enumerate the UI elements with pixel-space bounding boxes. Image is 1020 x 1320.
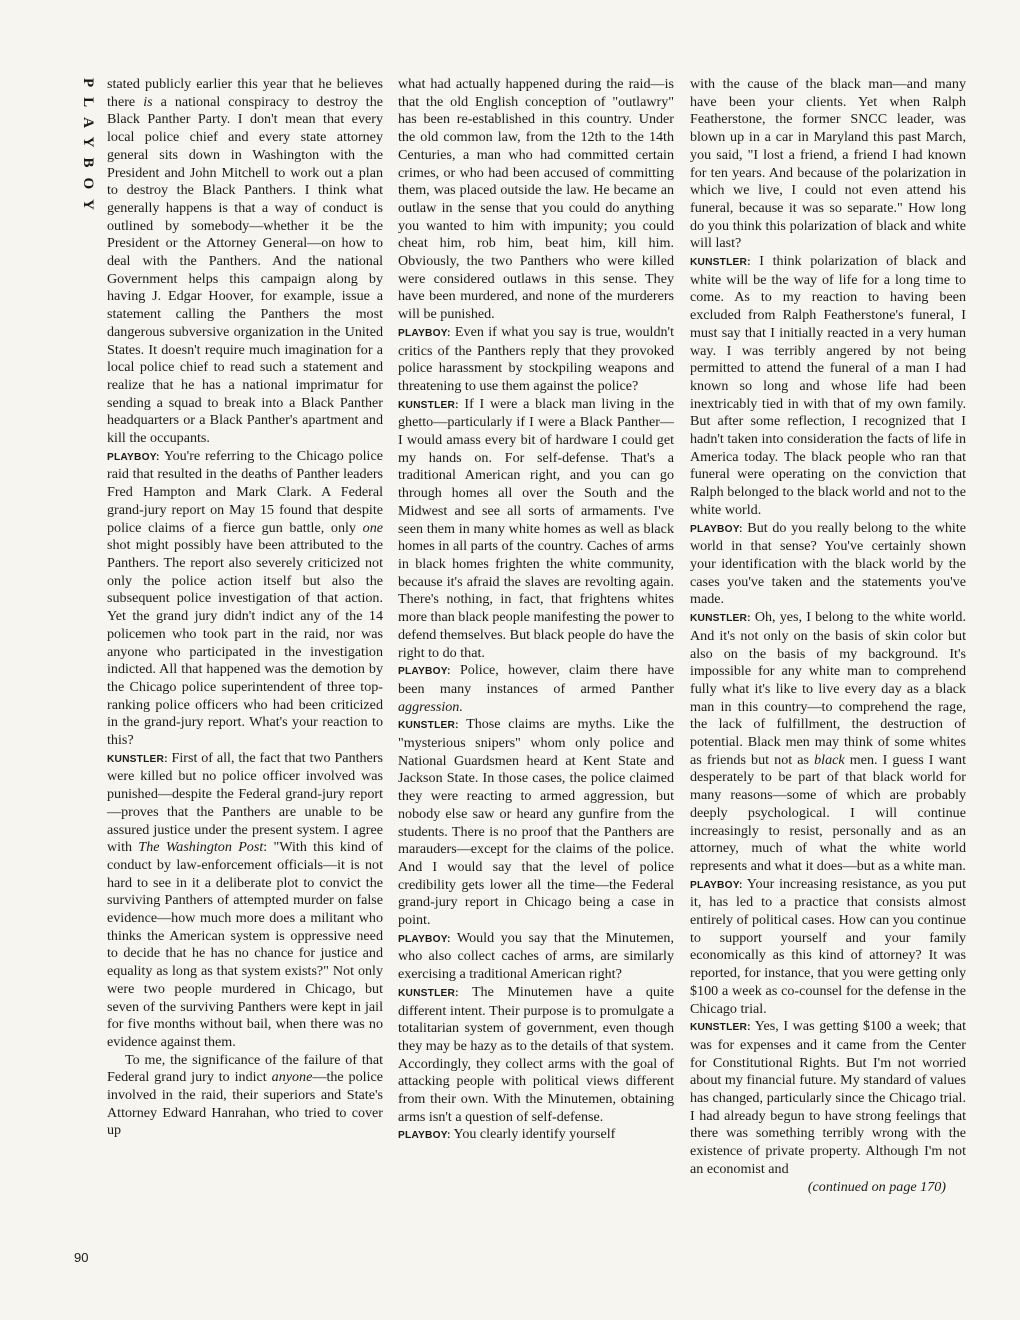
text-run: To me, the significance of the failure of that Federal grand jury to indict — [107, 1051, 383, 1086]
text-run: what had actually happened during the raid—is that the old English conception of "outlawry" has been re-established in this country. Under the old common law, from the 12th to the 14th Centuries, a man who had committed certain crimes, or who had been accused of committing them, was placed outside the law. He became an outlaw in the sense that you could do anything you wanted to him with impunity; you could cheat him, rob him, beat him, kill him. Obviously, the two Panthers who were killed were considered outlaws in this sense. They have been murdered, and none of the murderers will be punished. — [398, 76, 674, 323]
speaker-label: PLAYBOY: — [398, 327, 451, 339]
continued-note — [690, 1179, 966, 1197]
paragraph — [690, 253, 966, 520]
paragraph — [107, 76, 383, 448]
speaker-label: KUNSTLER: — [690, 257, 751, 269]
paragraph — [690, 76, 966, 253]
text-run: : "With this kind of conduct by law-enforcement officials—it is not hard to see in it a deliberate plot to convict the surviving Panthers of attempted murder on false evidence—how much more does a militant who thinks the American system is oppressive need to decide that he has no chance for justice and equality as long as that system exists?" Not only were two people murdered in Chicago, but seven of the surviving Panthers were kept in jail for five months without bail, when there was no evidence against them. — [107, 839, 383, 1050]
paragraph — [398, 324, 674, 396]
paragraph — [690, 1018, 966, 1178]
masthead-text: PLAYBOY — [80, 78, 96, 220]
article-column-1 — [107, 76, 383, 1140]
text-run: stated publicly earlier this year that he believes there — [107, 76, 383, 110]
paragraph — [107, 750, 383, 1052]
text-run: Would you say that the Minutemen, who also collect caches of arms, are similarly exercising a traditional American right? — [398, 929, 674, 983]
speaker-label: PLAYBOY: — [690, 879, 743, 891]
text-run: I think polarization of black and white will be the way of life for a long time to come. As to my reaction to having been excluded from Ralph Featherstone's funeral, I must say that I initially reacted in a very human way. I was terribly angered by not being permitted to attend the funeral of a man I had known so long and whose life had been inextricably tied in with that of my own family. But after some reflection, I recognized that I hadn't taken into consideration the facts of life in America today. The black people who ran that funeral were operating on the conviction that Ralph belonged to the black world and not to the white world. — [690, 253, 966, 518]
italic-text: one — [362, 519, 383, 536]
paragraph — [398, 396, 674, 663]
speaker-label: KUNSTLER: — [398, 399, 459, 411]
italic-text: is — [143, 93, 153, 110]
text-run: First of all, the fact that two Panthers were killed but no police officer involved was punished—despite the Federal grand-jury report—proves that the Panthers are unable to be assured justice under the present system. I agree with — [107, 749, 383, 856]
page-number: 90 — [74, 1250, 89, 1265]
paragraph — [398, 984, 674, 1127]
paragraph — [107, 448, 383, 750]
italic-text: anyone — [271, 1069, 313, 1086]
speaker-label: PLAYBOY: — [690, 523, 743, 535]
speaker-label: PLAYBOY: — [398, 933, 451, 945]
text-run: shot might possibly have been attributed to the Panthers. The report also severely criticized not only the police action itself but also the subsequent police investigation of that action. Yet the grand jury didn't indict any of the 14 policemen who took part in the raid, nor was anyone who participated in the investigation indicted. All that happened was the demotion by the Chicago police superintendent of three top-ranking police officers who had been criticized in the grand-jury report. What's your reaction to this? — [107, 537, 383, 749]
article-column-3 — [690, 76, 966, 1196]
paragraph — [690, 520, 966, 610]
paragraph — [107, 1052, 383, 1141]
paragraph — [398, 76, 674, 324]
speaker-label: KUNSTLER: — [398, 720, 459, 732]
text-run: You're referring to the Chicago police raid that resulted in the deaths of Panther leaders Fred Hampton and Mark Clark. A Federal grand-jury report on May 15 found that despite police claims of a fierce gun battle, only — [107, 447, 383, 536]
italic-text: The Washington Post — [138, 839, 264, 856]
italic-text: (continued on page 170) — [807, 1178, 946, 1195]
masthead-logo — [74, 78, 104, 228]
paragraph — [398, 662, 674, 716]
text-run: Those claims are myths. Like the "mysterious snipers" whom only police and National Guardsmen heard at Kent State and Jackson State. In those cases, the police claimed they were reacting to armed aggression, but nobody else saw or heard any gunfire from the students. There is no proof that the Panthers are marauders—except for the claims of the police. And I would say that the level of police credibility gets lower all the time—the Federal grand-jury report in Chicago being a case in point. — [398, 716, 674, 929]
text-run: Yes, I was getting $100 a week; that was for expenses and it came from the Center for Constitutional Rights. But I'm not worried about my financial future. My standard of values has changed, particularly since the Chicago trial. I had already begun to have strong feelings that there was something terribly wrong with the existence of private property. Although I'm not an economist and — [690, 1018, 966, 1177]
paragraph — [398, 716, 674, 929]
text-run: Even if what you say is true, wouldn't critics of the Panthers reply that they provoked police harassment by stockpiling weapons and threatening to use them against the police? — [398, 323, 674, 394]
speaker-label: PLAYBOY: — [107, 451, 160, 463]
speaker-label: KUNSTLER: — [690, 613, 751, 625]
italic-text: aggression. — [398, 698, 463, 715]
text-run: Police, however, claim there have been many instances of armed Panther — [398, 662, 674, 697]
speaker-label: KUNSTLER: — [398, 987, 459, 999]
paragraph — [690, 876, 966, 1019]
text-run: —the police involved in the raid, their superiors and State's Attorney Edward Hanrahan, who tried to cover up — [107, 1069, 383, 1139]
paragraph — [690, 609, 966, 876]
text-run: The Minutemen have a quite different intent. Their purpose is to promulgate a totalitarian system of government, even though they may be hazy as to the details of that system. Accordingly, they collect arms with the goal of attacking people with political views different from their own. With the Minutemen, obtaining arms isn't a question of self-defense. — [398, 983, 674, 1125]
text-run: But do you really belong to the white world in that sense? You've certainly shown your identification with the black world by the cases you've taken and the statements you've made. — [690, 519, 966, 608]
text-run: Oh, yes, I belong to the white world. And it's not only on the basis of skin color but also on the basis of my background. It's impossible for any white man to comprehend fully what it's like to live every day as a black man in this country—to comprehend the rage, the lack of fulfillment, the destruction of potential. Black men may think of some whites as friends but not as — [690, 609, 966, 768]
text-run: a national conspiracy to destroy the Black Panther Party. I don't mean that every local police chief and every state attorney general sits down in Washington with the President and John Mitchell to work out a plan to destroy the Black Panthers. I think what generally happens is that a way of conduct is outlined by somebody—whether it be the President or the Attorney General—on how to deal with the Panthers. And the national Government helps this campaign along by having J. Edgar Hoover, for example, issue a statement calling the Panthers the most dangerous subversive organization in the United States. It doesn't require much imagination for a local police chief to read such a statement and realize that he has a national imprimatur for sending a squad to break into a Black Panther headquarters or a Black Panther's apartment and kill the occupants. — [107, 93, 383, 447]
text-run: Your increasing resistance, as you put it, has led to a practice that consists almost entirely of political cases. How can you continue to support yourself and your family economically as this kind of attorney? It was reported, for instance, that you were getting only $100 a week as co-counsel for the defense in the Chicago trial. — [690, 875, 966, 1017]
speaker-label: PLAYBOY: — [398, 1130, 451, 1142]
article-column-2 — [398, 76, 674, 1145]
speaker-label: KUNSTLER: — [107, 753, 168, 765]
paragraph — [398, 930, 674, 984]
speaker-label: KUNSTLER: — [690, 1022, 751, 1034]
text-run: If I were a black man living in the ghetto—particularly if I were a Black Panther—I would amass every bit of hardware I could get my hands on. For self-defense. That's a traditional American right, and you can go through homes all over the South and the Midwest and see all sorts of armaments. I've seen them in many white homes as well as black homes in all parts of the country. Caches of arms in black homes frighten the white community, because it's afraid the slaves are revolting again. There's nothing, in fact, that frightens whites more than black people manifesting the power to defend themselves. But black people do have the right to do that. — [398, 395, 674, 661]
italic-text: black — [814, 751, 845, 768]
paragraph — [398, 1126, 674, 1145]
text-run: with the cause of the black man—and many have been your clients. Yet when Ralph Featherstone, the former SNCC leader, was blown up in a car in Maryland this past March, you said, "I lost a friend, a friend I had known for ten years. And because of the polarization in which we live, I could not even attend his funeral, because it was so separate." How long do you think this polarization of black and white will last? — [690, 76, 966, 252]
text-run: You clearly identify yourself — [450, 1126, 616, 1143]
speaker-label: PLAYBOY: — [398, 666, 451, 678]
text-run: men. I guess I want desperately to be part of that black world for many reasons—some of which are probably deeply psychological. I will continue increasingly to resist, personally and as an attorney, much of what the white world represents and what it does—but as a white man. — [690, 751, 966, 874]
